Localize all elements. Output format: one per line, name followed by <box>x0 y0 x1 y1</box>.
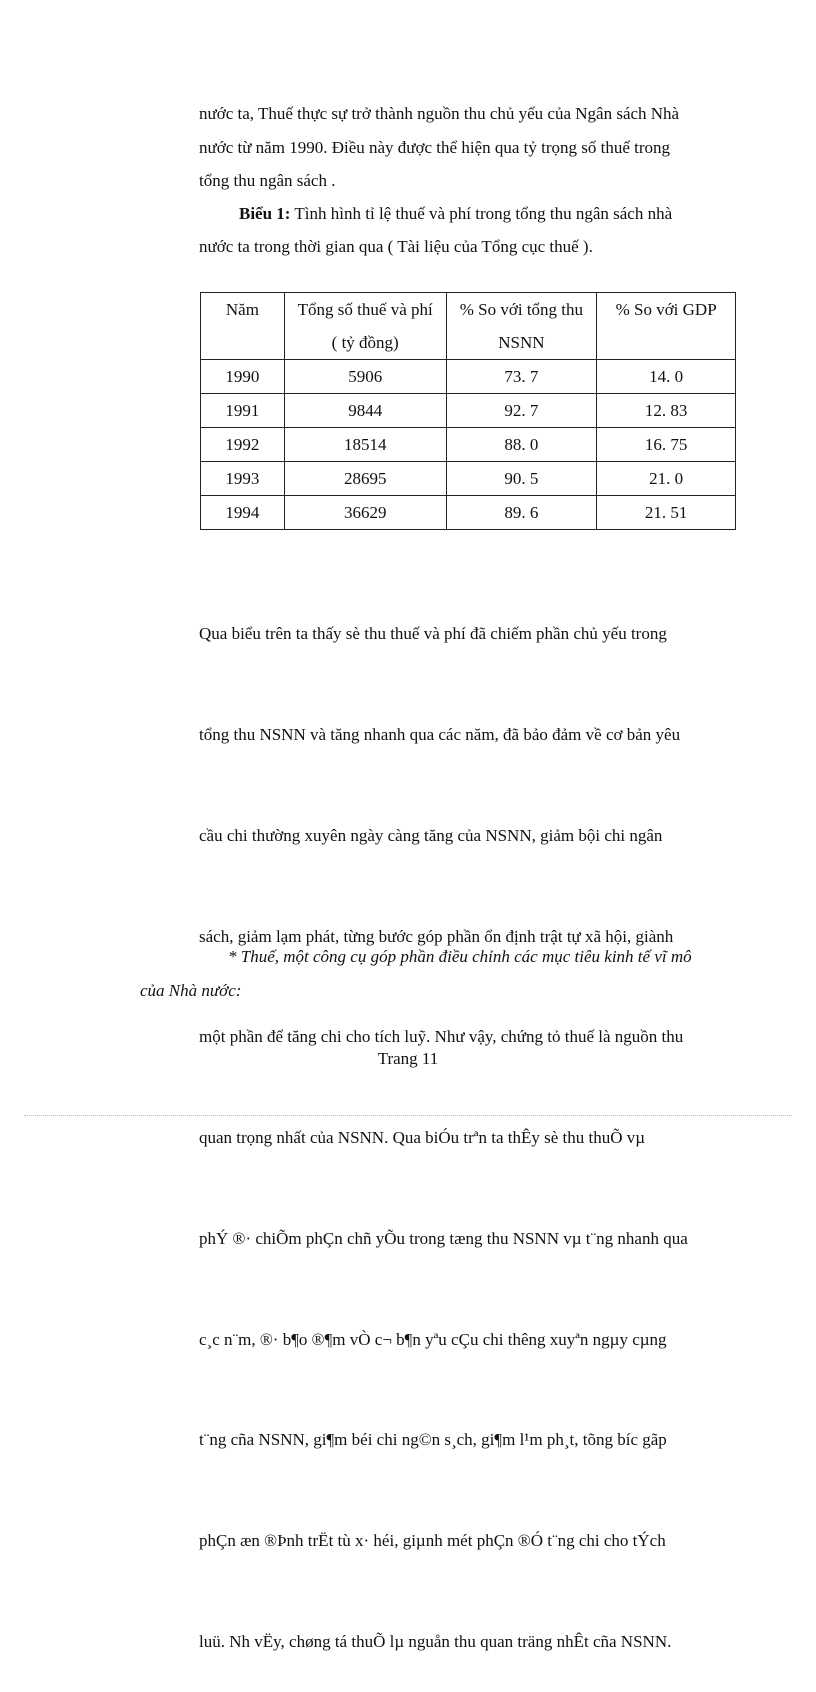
table-header-row <box>201 293 736 360</box>
cell-total: 28695 <box>284 462 446 496</box>
cell-year: 1992 <box>201 428 285 462</box>
intro-paragraph <box>199 97 721 198</box>
header-total-tax: Tổng số thuế và phí ( tỷ đồng) <box>284 293 446 360</box>
cell-pct-gdp: 16. 75 <box>597 428 736 462</box>
cell-year: 1994 <box>201 496 285 530</box>
cell-pct-budget: 89. 6 <box>446 496 597 530</box>
intro-line: tổng thu ngân sách . <box>199 171 336 191</box>
table-caption <box>199 197 721 263</box>
cell-total: 36629 <box>284 496 446 530</box>
body-line: quan trọng nhất của NSNN. Qua biÓu trªn ta thÊy sè thu thuÕ vµ <box>199 1128 646 1148</box>
body-line: sách, giảm lạm phát, từng bước góp phần ổn định trật tự xã hội, giành <box>199 926 674 946</box>
cell-year: 1993 <box>201 462 285 496</box>
body-paragraph <box>199 550 721 1692</box>
body-line: tổng thu NSNN và tăng nhanh qua các năm, đã bảo đảm về cơ bản yêu <box>199 724 681 744</box>
table-row <box>201 394 736 428</box>
header-year: Năm <box>201 293 285 360</box>
cell-year: 1990 <box>201 360 285 394</box>
cell-pct-gdp: 21. 0 <box>597 462 736 496</box>
cell-total: 5906 <box>284 360 446 394</box>
cell-pct-budget: 90. 5 <box>446 462 597 496</box>
caption-text-line2: nước ta trong thời gian qua ( Tài liệu của Tổng cục thuế ). <box>199 237 593 256</box>
body-line: cầu chi thường xuyên ngày càng tăng của NSNN, giảm bội chi ngân <box>199 825 663 845</box>
cell-pct-gdp: 21. 51 <box>597 496 736 530</box>
cell-pct-budget: 73. 7 <box>446 360 597 394</box>
cell-pct-budget: 92. 7 <box>446 394 597 428</box>
header-pct-gdp: % So với GDP <box>597 293 736 360</box>
caption-text: Tình hình tỉ lệ thuế và phí trong tổng thu ngân sách nhà <box>290 204 673 223</box>
body-line: c¸c n¨m, ®· b¶o ®¶m vÒ c¬ b¶n yªu cÇu chi thêng xuyªn ngµy cµng <box>199 1329 667 1349</box>
table-row <box>201 360 736 394</box>
intro-line: nước từ năm 1990. Điều này được thể hiện qua tỷ trọng số thuế trong <box>199 137 671 157</box>
cell-pct-gdp: 12. 83 <box>597 394 736 428</box>
intro-line: nước ta, Thuế thực sự trở thành nguồn thu chủ yếu của Ngân sách Nhà <box>199 104 680 123</box>
body-line: Qua biểu trên ta thấy sè thu thuế và phí đã chiếm phần chủ yếu trong <box>199 624 667 644</box>
body-line: một phần để tăng chi cho tích luỹ. Như vậy, chứng tỏ thuế là nguồn thu <box>199 1027 684 1047</box>
page-bottom-divider <box>24 1115 792 1116</box>
cell-total: 9844 <box>284 394 446 428</box>
caption-label: Biểu 1: <box>239 204 291 223</box>
body-line: luü. Nh vËy, chøng tá thuÕ lµ nguån thu quan träng nhÊt cña NSNN. <box>199 1632 672 1651</box>
body-line: phÇn æn ®Þnh trËt tù x· héi, giµnh mét phÇn ®Ó t¨ng chi cho tÝch <box>199 1531 666 1551</box>
table-row <box>201 496 736 530</box>
section-heading-italic <box>140 940 730 1008</box>
italic-line: * Thuế, một công cụ góp phần điều chỉnh các mục tiêu kinh tế vĩ mô <box>228 947 692 966</box>
italic-line: của Nhà nước: <box>140 981 242 1000</box>
cell-total: 18514 <box>284 428 446 462</box>
cell-year: 1991 <box>201 394 285 428</box>
table-row <box>201 428 736 462</box>
table-row <box>201 462 736 496</box>
cell-pct-budget: 88. 0 <box>446 428 597 462</box>
tax-ratio-table <box>200 292 736 530</box>
cell-pct-gdp: 14. 0 <box>597 360 736 394</box>
body-line: t¨ng cña NSNN, gi¶m béi chi ng©n s¸ch, gi¶m l¹m ph¸t, tõng bíc gãp <box>199 1430 667 1450</box>
header-pct-budget: % So với tổng thu NSNN <box>446 293 597 360</box>
body-line: phÝ ®· chiÕm phÇn chñ yÕu trong tæng thu NSNN vµ t¨ng nhanh qua <box>199 1228 688 1248</box>
page-number: Trang 11 <box>377 1049 439 1068</box>
